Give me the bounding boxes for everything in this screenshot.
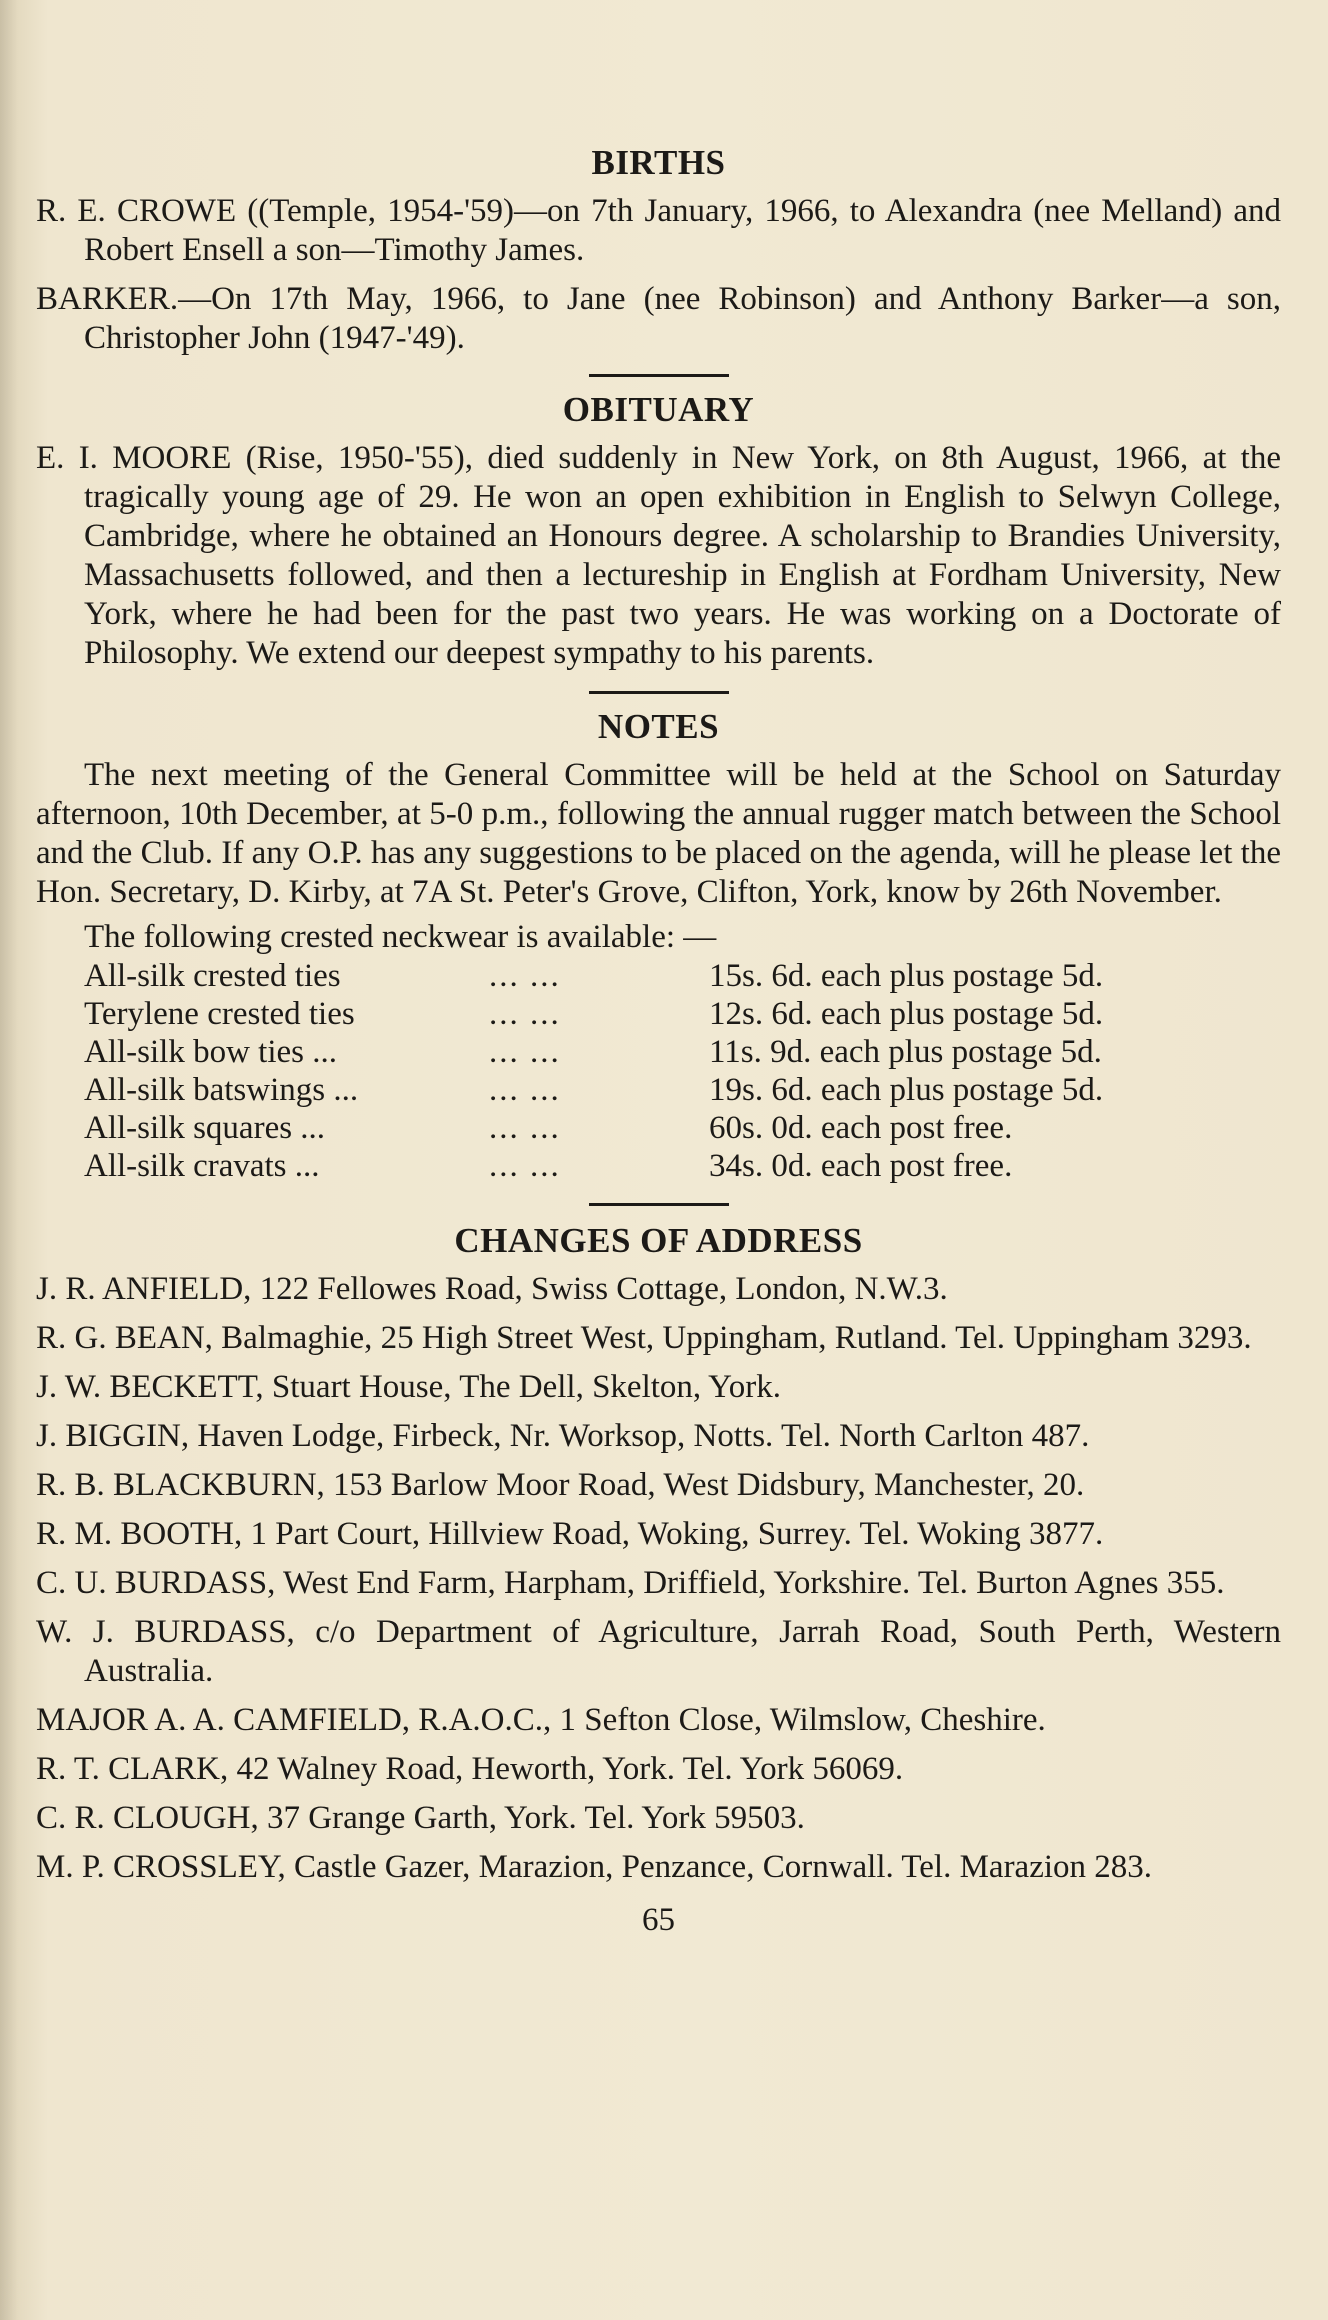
neckwear-row	[84, 995, 1281, 1033]
obituary-heading: OBITUARY	[562, 390, 755, 429]
address-entry: C. U. BURDASS, West End Farm, Harpham, Driffield, Yorkshire. Tel. Burton Agnes 355.	[36, 1565, 1225, 1601]
neckwear-item: All-silk crested ties	[84, 958, 341, 994]
neckwear-intro: The following crested neckwear is available: —	[84, 919, 717, 955]
address-entry: J. R. ANFIELD, 122 Fellowes Road, Swiss Cottage, London, N.W.3.	[36, 1271, 948, 1307]
leader-dots: ... ...	[489, 996, 561, 1032]
neckwear-price: 60s. 0d. each post free.	[709, 1110, 1013, 1146]
neckwear-row	[84, 1033, 1281, 1071]
birth-entry: R. E. CROWE ((Temple, 1954-'59)—on 7th January, 1966, to Alexandra (nee Melland) and Robert Ensell a son—Timothy James.	[36, 193, 1281, 268]
birth-entry: BARKER.—On 17th May, 1966, to Jane (nee Robinson) and Anthony Barker—a son, Christopher John (1947-'49).	[36, 281, 1281, 356]
leader-dots: ... ...	[489, 1034, 561, 1070]
address-entry: W. J. BURDASS, c/o Department of Agriculture, Jarrah Road, South Perth, Western Australia.	[36, 1614, 1281, 1689]
address-entry: R. G. BEAN, Balmaghie, 25 High Street West, Uppingham, Rutland. Tel. Uppingham 3293.	[36, 1320, 1252, 1356]
notes-section	[36, 704, 1281, 1185]
obituary-section	[36, 387, 1281, 673]
neckwear-price: 19s. 6d. each plus postage 5d.	[709, 1072, 1104, 1108]
neckwear-price: 15s. 6d. each plus postage 5d.	[709, 958, 1104, 994]
births-section	[36, 140, 1281, 358]
address-entry: MAJOR A. A. CAMFIELD, R.A.O.C., 1 Sefton Close, Wilmslow, Cheshire.	[36, 1702, 1046, 1738]
neckwear-price: 34s. 0d. each post free.	[709, 1148, 1013, 1184]
neckwear-price-list	[84, 957, 1281, 1185]
births-heading: BIRTHS	[591, 143, 726, 182]
obituary-entry: E. I. MOORE (Rise, 1950-'55), died suddenly in New York, on 8th August, 1966, at the tragically young age of 29. He won an open exhibition in English to Selwyn College, Cambridge, where he obtained an Honours degree. A scholarship to Brandies University, Massachusetts followed, and then a lectureship in English at Fordham University, New York, where he had been for the past two years. He was working on a Doctorate of Philosophy. We extend our deepest sympathy to his parents.	[36, 440, 1281, 671]
leader-dots: ... ...	[489, 1072, 561, 1108]
changes-heading: CHANGES OF ADDRESS	[454, 1221, 863, 1260]
neckwear-row	[84, 1147, 1281, 1185]
leader-dots: ... ...	[489, 958, 561, 994]
neckwear-price: 12s. 6d. each plus postage 5d.	[709, 996, 1104, 1032]
leader-dots: ... ...	[489, 1110, 561, 1146]
neckwear-item: All-silk cravats ...	[84, 1148, 320, 1184]
address-entry: J. BIGGIN, Haven Lodge, Firbeck, Nr. Worksop, Notts. Tel. North Carlton 487.	[36, 1418, 1090, 1454]
neckwear-item: All-silk bow ties ...	[84, 1034, 337, 1070]
page-number: 65	[642, 1902, 675, 1938]
neckwear-item: All-silk squares ...	[84, 1110, 326, 1146]
notes-heading: NOTES	[597, 707, 720, 746]
text-column	[36, 140, 1281, 1940]
address-entry: R. T. CLARK, 42 Walney Road, Heworth, York. Tel. York 56069.	[36, 1751, 904, 1787]
neckwear-row	[84, 957, 1281, 995]
address-entry: R. M. BOOTH, 1 Part Court, Hillview Road, Woking, Surrey. Tel. Woking 3877.	[36, 1516, 1104, 1552]
neckwear-row	[84, 1109, 1281, 1147]
address-entry: C. R. CLOUGH, 37 Grange Garth, York. Tel. York 59503.	[36, 1800, 805, 1836]
neckwear-price: 11s. 9d. each plus postage 5d.	[709, 1034, 1102, 1070]
address-entry: J. W. BECKETT, Stuart House, The Dell, Skelton, York.	[36, 1369, 781, 1405]
changes-of-address-section	[36, 1218, 1281, 1887]
neckwear-item: Terylene crested ties	[84, 996, 355, 1032]
address-entry: M. P. CROSSLEY, Castle Gazer, Marazion, Penzance, Cornwall. Tel. Marazion 283.	[36, 1849, 1153, 1885]
neckwear-item: All-silk batswings ...	[84, 1072, 359, 1108]
address-entry: R. B. BLACKBURN, 153 Barlow Moor Road, West Didsbury, Manchester, 20.	[36, 1467, 1085, 1503]
notes-paragraph: The next meeting of the General Committee will be held at the School on Saturday afternoon, 10th December, at 5-0 p.m., following the annual rugger match between the School and the Club. If any O.P. has any suggestions to be placed on the agenda, will he please let the Hon. Secretary, D. Kirby, at 7A St. Peter's Grove, Clifton, York, know by 26th November.	[36, 757, 1281, 910]
leader-dots: ... ...	[489, 1148, 561, 1184]
neckwear-row	[84, 1071, 1281, 1109]
